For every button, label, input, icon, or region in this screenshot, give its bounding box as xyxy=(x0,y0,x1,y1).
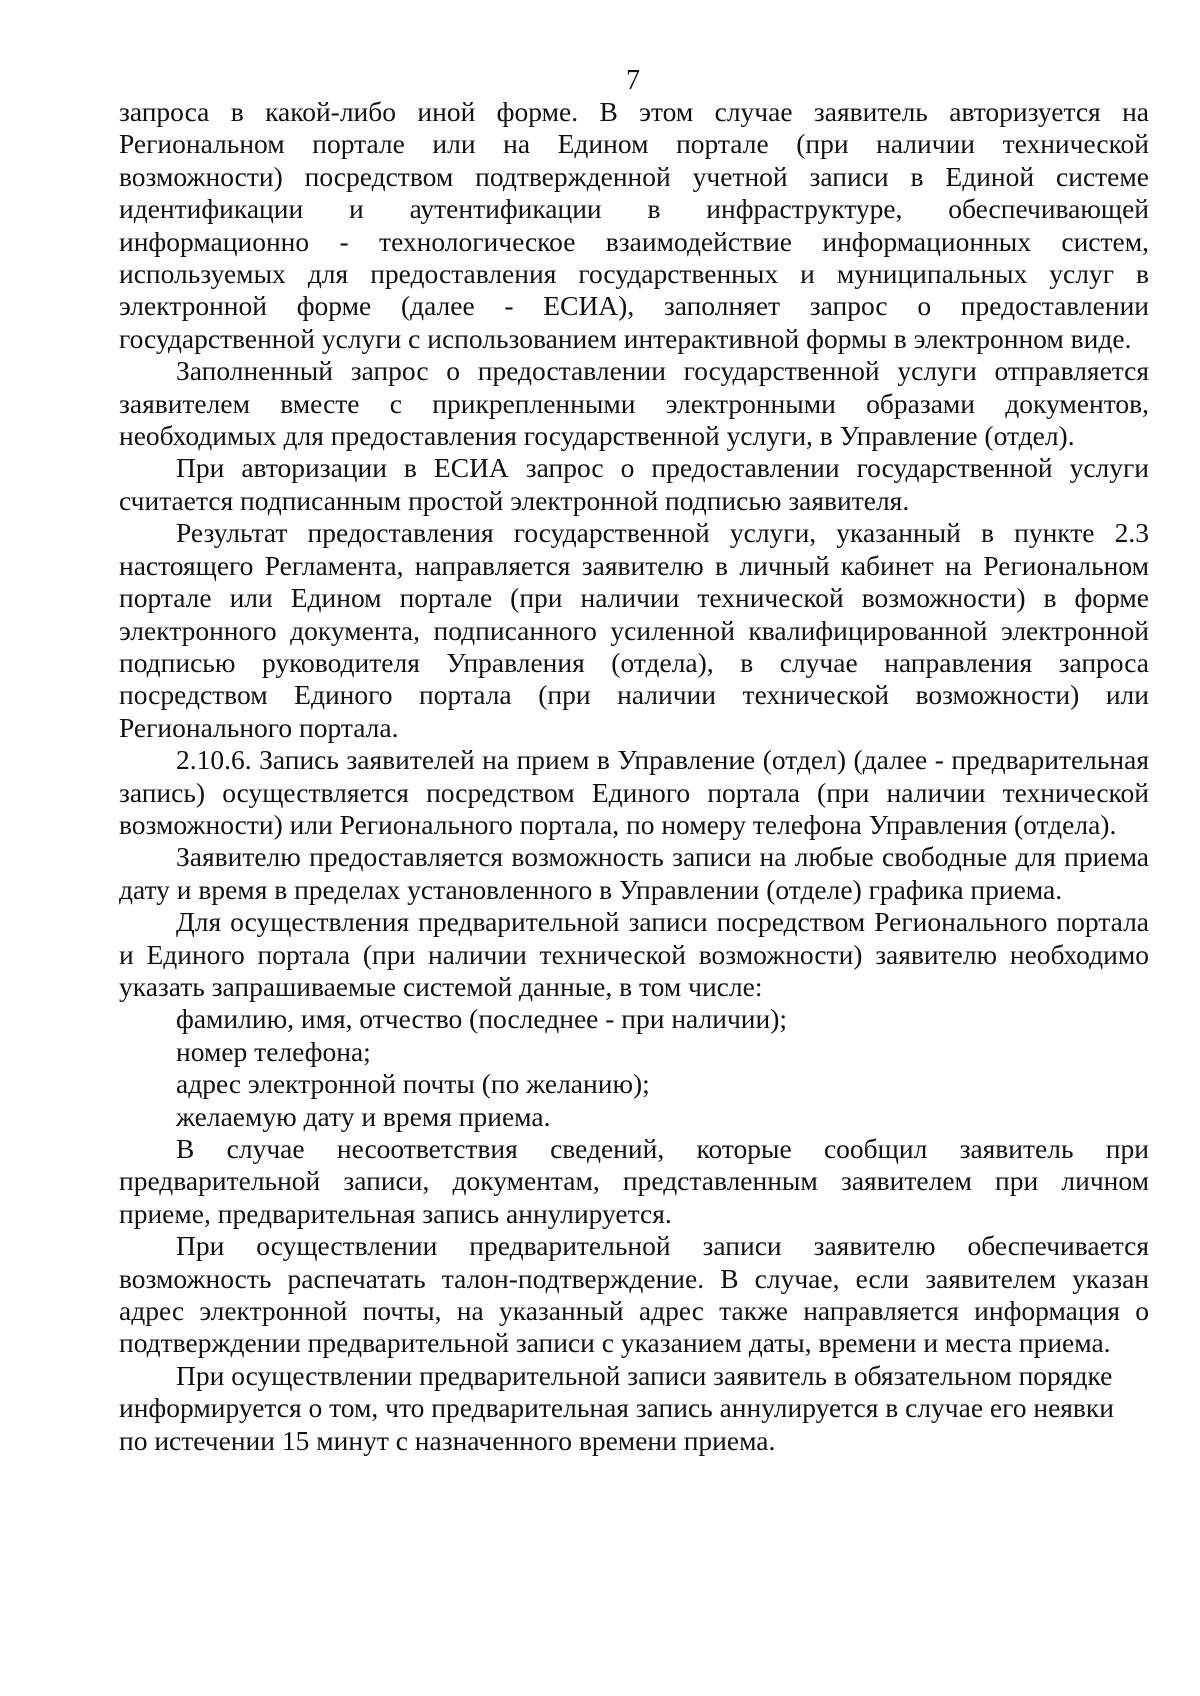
paragraph-required-data: Для осуществления предварительной записи посредством Регионального портала и Единого портала (при наличии технической возможности) заявителю необходимо указать запрашиваемые системой данные, в том числе: xyxy=(119,906,1149,1002)
paragraph-annulment-mismatch: В случае несоответствия сведений, которые сообщил заявитель при предварительной записи, документам, представленным заявителем при личном приеме, предварительная запись аннулируется. xyxy=(119,1133,1149,1229)
list-item-date-time: желаемую дату и время приема. xyxy=(176,1100,551,1132)
document-body xyxy=(119,96,1149,1457)
paragraph-request-submission: Заполненный запрос о предоставлении государственной услуги отправляется заявителем вместе с прикрепленными электронными образами документов, необходимых для предоставления государственной услуги, в Управление (отдел). xyxy=(119,355,1149,452)
paragraph-no-show-rule: При осуществлении предварительной записи заявитель в обязательном порядке информируется о том, что предварительная запись аннулируется в случае его неявки по истечении 15 минут с назначенного времени приема. xyxy=(119,1359,1114,1456)
page-number: 7 xyxy=(626,65,640,96)
list-item-phone: номер телефона; xyxy=(176,1035,371,1067)
paragraph-esia-signature: При авторизации в ЕСИА запрос о предоставлении государственной услуги считается подписанным простой электронной подписью заявителя. xyxy=(119,452,1149,516)
list-item-email: адрес электронной почты (по желанию); xyxy=(176,1068,650,1100)
list-item-full-name: фамилию, имя, отчество (последнее - при наличии); xyxy=(176,1003,788,1035)
paragraph-appointment-options: Заявителю предоставляется возможность записи на любые свободные для приема дату и время в пределах установленного в Управлении (отделе) графика приема. xyxy=(119,841,1149,905)
paragraph-service-result: Результат предоставления государственной услуги, указанный в пункте 2.3 настоящего Регламента, направляется заявителю в личный кабинет на Региональном портале или Едином портале (при наличии технической возможности) в форме электронного документа, подписанного усиленной квалифицированной электронной подписью руководителя Управления (отдела), в случае направления запроса посредством Единого портала (при наличии технической возможности) или Регионального портала. xyxy=(119,517,1149,743)
paragraph-continuation: запроса в какой-либо иной форме. В этом случае заявитель авторизуется на Региональном портале или на Едином портале (при наличии технической возможности) посредством подтвержденной учетной записи в Единой системе идентификации и аутентификации в инфраструктуре, обеспечивающей информационно - технологическое взаимодействие информационных систем, используемых для предоставления государственных и муниципальных услуг в электронной форме (далее - ЕСИА), заполняет запрос о предоставлении государственной услуги с использованием интерактивной формы в электронном виде. xyxy=(119,96,1149,354)
paragraph-confirmation-ticket: При осуществлении предварительной записи заявителю обеспечивается возможность распечатать талон-подтверждение. В случае, если заявителем указан адрес электронной почты, на указанный адрес также направляется информация о подтверждении предварительной записи с указанием даты, времени и места приема. xyxy=(119,1230,1149,1359)
paragraph-2-10-6: 2.10.6. Запись заявителей на прием в Управление (отдел) (далее - предварительная запись) осуществляется посредством Единого портала (при наличии технической возможности) или Регионального портала, по номеру телефона Управления (отдела). xyxy=(119,744,1149,840)
